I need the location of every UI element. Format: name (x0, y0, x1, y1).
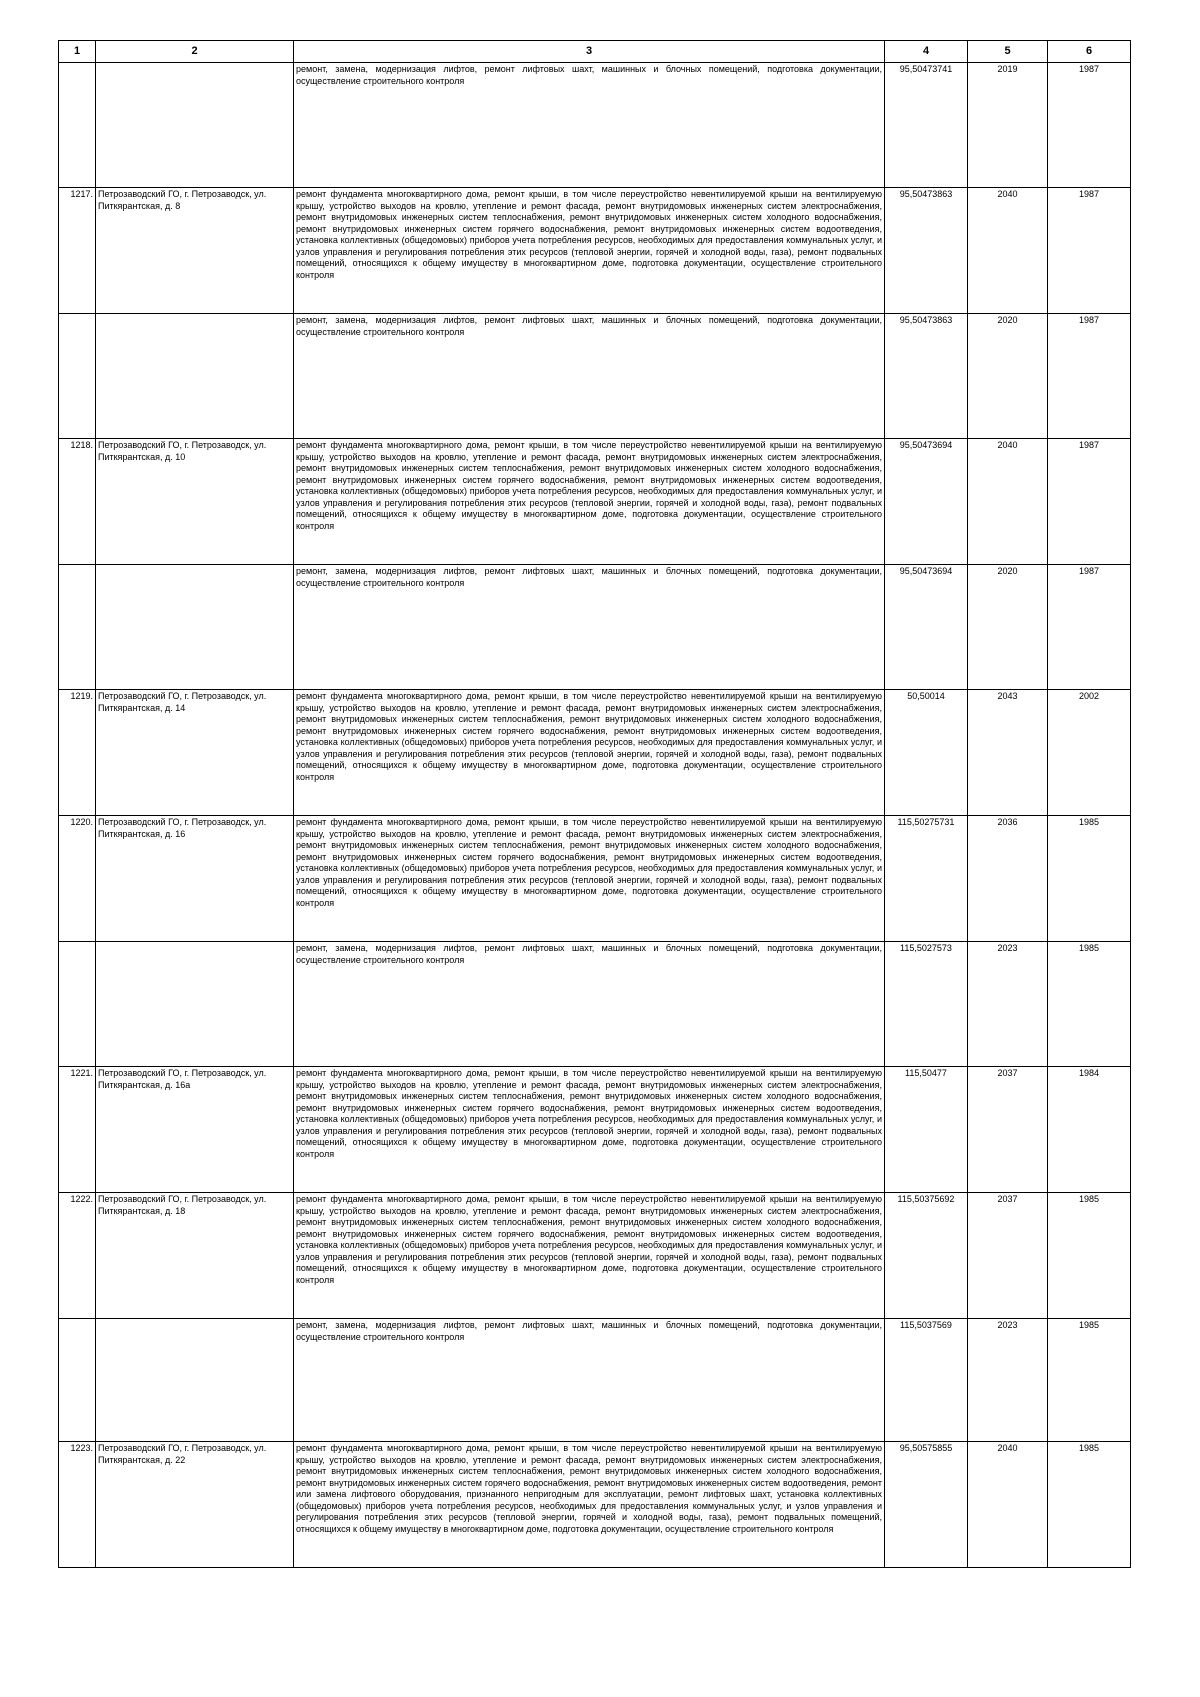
row-address (96, 1319, 294, 1442)
header-row (59, 41, 1131, 63)
row-built: 1985 (1048, 1319, 1131, 1442)
row-number (59, 1319, 96, 1442)
row-address: Петрозаводский ГО, г. Петрозаводск, ул. Питкярантская, д. 16 (96, 816, 294, 942)
row-work-type: ремонт фундамента многоквартирного дома, ремонт крыши, в том числе переустройство невентилируемой крыши на вентилируемую крышу, устройство выходов на кровлю, утепление и ремонт фасада, ремонт внутридомовых инженерных систем электроснабжения, ремонт внутридомовых инженерных систем теплоснабжения, ремонт внутридомовых инженерных систем холодного водоснабжения, ремонт внутридомовых инженерных систем горячего водоснабжения, ремонт внутридомовых инженерных систем водоотведения, установка коллективных (общедомовых) приборов учета потребления ресурсов, необходимых для предоставления коммунальных услуг, и узлов управления и регулирования потребления этих ресурсов (тепловой энергии, горячей и холодной воды, газа), ремонт подвальных помещений, относящихся к общему имуществу в многоквартирном доме, подготовка документации, осуществление строительного контроля (294, 1193, 885, 1319)
row-built: 1985 (1048, 1442, 1131, 1568)
row-year: 2020 (968, 314, 1048, 439)
row-year: 2023 (968, 942, 1048, 1067)
row-work-type: ремонт фундамента многоквартирного дома, ремонт крыши, в том числе переустройство невентилируемой крыши на вентилируемую крышу, устройство выходов на кровлю, утепление и ремонт фасада, ремонт внутридомовых инженерных систем электроснабжения, ремонт внутридомовых инженерных систем теплоснабжения, ремонт внутридомовых инженерных систем холодного водоснабжения, ремонт внутридомовых инженерных систем горячего водоснабжения, ремонт внутридомовых инженерных систем водоотведения, установка коллективных (общедомовых) приборов учета потребления ресурсов, необходимых для предоставления коммунальных услуг, и узлов управления и регулирования потребления этих ресурсов (тепловой энергии, горячей и холодной воды, газа), ремонт подвальных помещений, относящихся к общему имуществу в многоквартирном доме, подготовка документации, осуществление строительного контроля (294, 188, 885, 314)
row-work-type: ремонт, замена, модернизация лифтов, ремонт лифтовых шахт, машинных и блочных помещений, подготовка документации, осуществление строительного контроля (294, 314, 885, 439)
row-work-type: ремонт, замена, модернизация лифтов, ремонт лифтовых шахт, машинных и блочных помещений, подготовка документации, осуществление строительного контроля (294, 942, 885, 1067)
row-number (59, 565, 96, 690)
row-number: 1217. (59, 188, 96, 314)
row-work-type: ремонт, замена, модернизация лифтов, ремонт лифтовых шахт, машинных и блочных помещений, подготовка документации, осуществление строительного контроля (294, 1319, 885, 1442)
header-col-5: 5 (968, 41, 1048, 63)
header-col-6: 6 (1048, 41, 1131, 63)
row-year: 2020 (968, 565, 1048, 690)
row-address: Петрозаводский ГО, г. Петрозаводск, ул. Питкярантская, д. 10 (96, 439, 294, 565)
row-area: 115,5027573 (885, 942, 968, 1067)
table-row (59, 1319, 1131, 1442)
row-year: 2036 (968, 816, 1048, 942)
row-year: 2043 (968, 690, 1048, 816)
row-area: 95,50473863 (885, 188, 968, 314)
row-address (96, 63, 294, 188)
row-work-type: ремонт фундамента многоквартирного дома, ремонт крыши, в том числе переустройство невентилируемой крыши на вентилируемую крышу, устройство выходов на кровлю, утепление и ремонт фасада, ремонт внутридомовых инженерных систем электроснабжения, ремонт внутридомовых инженерных систем теплоснабжения, ремонт внутридомовых инженерных систем холодного водоснабжения, ремонт внутридомовых инженерных систем горячего водоснабжения, ремонт внутридомовых инженерных систем водоотведения, установка коллективных (общедомовых) приборов учета потребления ресурсов, необходимых для предоставления коммунальных услуг, и узлов управления и регулирования потребления этих ресурсов (тепловой энергии, горячей и холодной воды, газа), ремонт подвальных помещений, относящихся к общему имуществу в многоквартирном доме, подготовка документации, осуществление строительного контроля (294, 816, 885, 942)
table-row (59, 188, 1131, 314)
row-built: 1987 (1048, 314, 1131, 439)
row-number: 1220. (59, 816, 96, 942)
table-row (59, 1067, 1131, 1193)
row-year: 2040 (968, 1442, 1048, 1568)
row-built: 2002 (1048, 690, 1131, 816)
table-row (59, 1193, 1131, 1319)
header-col-1: 1 (59, 41, 96, 63)
row-built: 1984 (1048, 1067, 1131, 1193)
capital-repair-table (58, 40, 1131, 1568)
row-address (96, 942, 294, 1067)
row-address: Петрозаводский ГО, г. Петрозаводск, ул. Питкярантская, д. 8 (96, 188, 294, 314)
row-address: Петрозаводский ГО, г. Петрозаводск, ул. Питкярантская, д. 14 (96, 690, 294, 816)
table-row (59, 816, 1131, 942)
row-area: 115,50477 (885, 1067, 968, 1193)
row-number (59, 942, 96, 1067)
row-built: 1985 (1048, 1193, 1131, 1319)
header-col-3: 3 (294, 41, 885, 63)
row-number: 1218. (59, 439, 96, 565)
row-number (59, 314, 96, 439)
header-col-4: 4 (885, 41, 968, 63)
row-number: 1219. (59, 690, 96, 816)
row-area: 115,50375692 (885, 1193, 968, 1319)
header-col-2: 2 (96, 41, 294, 63)
row-built: 1987 (1048, 188, 1131, 314)
row-address (96, 314, 294, 439)
row-number: 1221. (59, 1067, 96, 1193)
row-address: Петрозаводский ГО, г. Петрозаводск, ул. Питкярантская, д. 22 (96, 1442, 294, 1568)
row-area: 115,5037569 (885, 1319, 968, 1442)
row-work-type: ремонт, замена, модернизация лифтов, ремонт лифтовых шахт, машинных и блочных помещений, подготовка документации, осуществление строительного контроля (294, 565, 885, 690)
table-row (59, 942, 1131, 1067)
row-work-type: ремонт фундамента многоквартирного дома, ремонт крыши, в том числе переустройство невентилируемой крыши на вентилируемую крышу, устройство выходов на кровлю, утепление и ремонт фасада, ремонт внутридомовых инженерных систем электроснабжения, ремонт внутридомовых инженерных систем теплоснабжения, ремонт внутридомовых инженерных систем холодного водоснабжения, ремонт внутридомовых инженерных систем горячего водоснабжения, ремонт внутридомовых инженерных систем водоотведения, ремонт или замена лифтового оборудования, признанного непригодным для эксплуатации, ремонт лифтовых шахт, установка коллективных (общедомовых) приборов учета потребления ресурсов, необходимых для предоставления коммунальных услуг, и узлов управления и регулирования потребления этих ресурсов (тепловой энергии, горячей и холодной воды, газа), ремонт подвальных помещений, относящихся к общему имуществу в многоквартирном доме, подготовка документации, осуществление строительного контроля (294, 1442, 885, 1568)
row-built: 1987 (1048, 63, 1131, 188)
table-row (59, 1442, 1131, 1568)
table-row (59, 63, 1131, 188)
row-area: 95,50473741 (885, 63, 968, 188)
row-built: 1985 (1048, 942, 1131, 1067)
row-number (59, 63, 96, 188)
row-address: Петрозаводский ГО, г. Петрозаводск, ул. Питкярантская, д. 18 (96, 1193, 294, 1319)
row-area: 95,50473694 (885, 439, 968, 565)
row-area: 95,50575855 (885, 1442, 968, 1568)
row-year: 2019 (968, 63, 1048, 188)
row-built: 1987 (1048, 565, 1131, 690)
row-year: 2023 (968, 1319, 1048, 1442)
row-number: 1222. (59, 1193, 96, 1319)
row-address (96, 565, 294, 690)
row-year: 2040 (968, 439, 1048, 565)
table-row (59, 314, 1131, 439)
table-row (59, 690, 1131, 816)
table-row (59, 439, 1131, 565)
row-built: 1985 (1048, 816, 1131, 942)
row-area: 95,50473694 (885, 565, 968, 690)
row-number: 1223. (59, 1442, 96, 1568)
row-year: 2037 (968, 1067, 1048, 1193)
row-built: 1987 (1048, 439, 1131, 565)
row-work-type: ремонт, замена, модернизация лифтов, ремонт лифтовых шахт, машинных и блочных помещений, подготовка документации, осуществление строительного контроля (294, 63, 885, 188)
row-address: Петрозаводский ГО, г. Петрозаводск, ул. Питкярантская, д. 16а (96, 1067, 294, 1193)
row-year: 2040 (968, 188, 1048, 314)
table-row (59, 565, 1131, 690)
row-work-type: ремонт фундамента многоквартирного дома, ремонт крыши, в том числе переустройство невентилируемой крыши на вентилируемую крышу, устройство выходов на кровлю, утепление и ремонт фасада, ремонт внутридомовых инженерных систем электроснабжения, ремонт внутридомовых инженерных систем теплоснабжения, ремонт внутридомовых инженерных систем холодного водоснабжения, ремонт внутридомовых инженерных систем горячего водоснабжения, ремонт внутридомовых инженерных систем водоотведения, установка коллективных (общедомовых) приборов учета потребления ресурсов, необходимых для предоставления коммунальных услуг, и узлов управления и регулирования потребления этих ресурсов (тепловой энергии, горячей и холодной воды, газа), ремонт подвальных помещений, относящихся к общему имуществу в многоквартирном доме, подготовка документации, осуществление строительного контроля (294, 1067, 885, 1193)
row-area: 95,50473863 (885, 314, 968, 439)
row-area: 50,50014 (885, 690, 968, 816)
row-year: 2037 (968, 1193, 1048, 1319)
row-work-type: ремонт фундамента многоквартирного дома, ремонт крыши, в том числе переустройство невентилируемой крыши на вентилируемую крышу, устройство выходов на кровлю, утепление и ремонт фасада, ремонт внутридомовых инженерных систем электроснабжения, ремонт внутридомовых инженерных систем теплоснабжения, ремонт внутридомовых инженерных систем холодного водоснабжения, ремонт внутридомовых инженерных систем горячего водоснабжения, ремонт внутридомовых инженерных систем водоотведения, установка коллективных (общедомовых) приборов учета потребления ресурсов, необходимых для предоставления коммунальных услуг, и узлов управления и регулирования потребления этих ресурсов (тепловой энергии, горячей и холодной воды, газа), ремонт подвальных помещений, относящихся к общему имуществу в многоквартирном доме, подготовка документации, осуществление строительного контроля (294, 690, 885, 816)
row-area: 115,50275731 (885, 816, 968, 942)
row-work-type: ремонт фундамента многоквартирного дома, ремонт крыши, в том числе переустройство невентилируемой крыши на вентилируемую крышу, устройство выходов на кровлю, утепление и ремонт фасада, ремонт внутридомовых инженерных систем электроснабжения, ремонт внутридомовых инженерных систем теплоснабжения, ремонт внутридомовых инженерных систем холодного водоснабжения, ремонт внутридомовых инженерных систем горячего водоснабжения, ремонт внутридомовых инженерных систем водоотведения, установка коллективных (общедомовых) приборов учета потребления ресурсов, необходимых для предоставления коммунальных услуг, и узлов управления и регулирования потребления этих ресурсов (тепловой энергии, горячей и холодной воды, газа), ремонт подвальных помещений, относящихся к общему имуществу в многоквартирном доме, подготовка документации, осуществление строительного контроля (294, 439, 885, 565)
